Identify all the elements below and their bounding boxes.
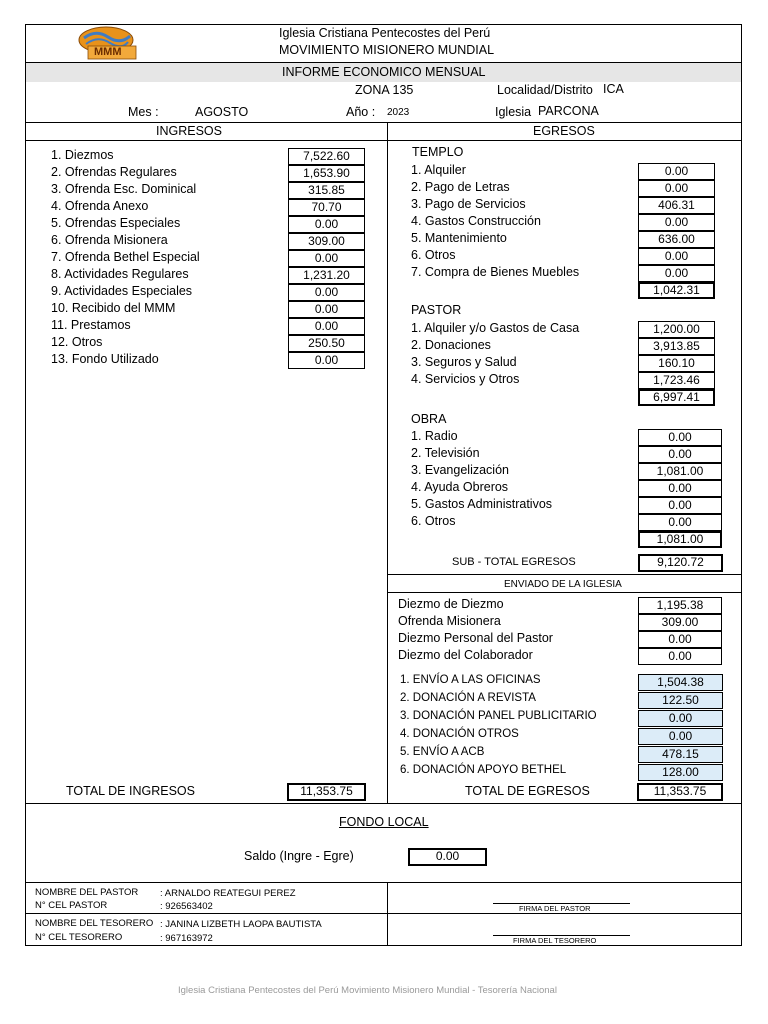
ingreso-label: 5. Ofrendas Especiales [51, 216, 181, 230]
saldo-value: 0.00 [408, 848, 487, 866]
ingreso-value: 7,522.60 [288, 148, 365, 165]
pastor-label: 2. Donaciones [411, 338, 491, 352]
mes-value: AGOSTO [195, 105, 249, 119]
enviado-label: Diezmo Personal del Pastor [398, 631, 553, 645]
envio-value: 1,504.38 [638, 674, 723, 691]
envio-value: 122.50 [638, 692, 723, 709]
obra-value: 0.00 [638, 429, 722, 446]
obra-label: 2. Televisión [411, 446, 480, 460]
templo-label: 2. Pago de Letras [411, 180, 510, 194]
divider [25, 140, 742, 141]
obra-label: 4. Ayuda Obreros [411, 480, 509, 494]
enviado-label: Diezmo de Diezmo [398, 597, 504, 611]
pastor-value: 3,913.85 [638, 338, 715, 355]
ingreso-label: 11. Prestamos [51, 318, 131, 332]
obra-value: 0.00 [638, 497, 722, 514]
templo-value: 0.00 [638, 180, 715, 197]
ingreso-label: 8. Actividades Regulares [51, 267, 189, 281]
pastor-signature-caption: FIRMA DEL PASTOR [519, 904, 591, 913]
ingreso-label: 10. Recibido del MMM [51, 301, 176, 315]
ingreso-value: 309.00 [288, 233, 365, 250]
envio-label: 5. ENVÍO A ACB [400, 746, 485, 758]
enviado-label: Ofrenda Misionera [398, 614, 501, 628]
page-footer: Iglesia Cristiana Pentecostes del Perú Movimiento Misionero Mundial - Tesorería Nacional [178, 985, 557, 996]
templo-value: 0.00 [638, 163, 715, 180]
envio-value: 128.00 [638, 764, 723, 781]
pastor-value: 160.10 [638, 355, 715, 372]
pastor-value: 1,723.46 [638, 372, 715, 389]
tesorero-name-value: : JANINA LIZBETH LAOPA BAUTISTA [160, 919, 322, 930]
movement-name: MOVIMIENTO MISIONERO MUNDIAL [279, 43, 495, 57]
divider [25, 913, 742, 914]
envio-label: 1. ENVÍO A LAS OFICINAS [400, 674, 541, 686]
templo-label: 3. Pago de Servicios [411, 197, 526, 211]
tesorero-cel-label: N° CEL TESORERO [35, 932, 123, 943]
subtotal-egresos-label: SUB - TOTAL EGRESOS [452, 556, 576, 568]
pastor-label: 4. Servicios y Otros [411, 372, 520, 386]
pastor-heading: PASTOR [411, 303, 462, 317]
envio-value: 0.00 [638, 710, 723, 727]
templo-value: 406.31 [638, 197, 715, 214]
tesorero-cel-value: : 967163972 [160, 933, 213, 944]
enviado-label: Diezmo del Colaborador [398, 648, 533, 662]
ingreso-value: 0.00 [288, 250, 365, 267]
report-title: INFORME ECONOMICO MENSUAL [282, 65, 486, 79]
envio-label: 6. DONACIÓN APOYO BETHEL [400, 764, 567, 776]
total-ingresos-label: TOTAL DE INGRESOS [66, 784, 195, 798]
ingreso-value: 0.00 [288, 284, 365, 301]
total-egresos-label: TOTAL DE EGRESOS [465, 784, 590, 798]
org-name: Iglesia Cristiana Pentecostes del Perú [279, 26, 491, 40]
ingreso-label: 4. Ofrenda Anexo [51, 199, 149, 213]
tesorero-signature-caption: FIRMA DEL TESORERO [513, 936, 597, 945]
ingreso-value: 1,653.90 [288, 165, 365, 182]
ingreso-label: 13. Fondo Utilizado [51, 352, 159, 366]
subtotal-egresos-value: 9,120.72 [638, 554, 723, 572]
ingresos-heading: INGRESOS [156, 124, 222, 138]
ingreso-value: 0.00 [288, 301, 365, 318]
obra-label: 6. Otros [411, 514, 456, 528]
column-divider [387, 882, 388, 946]
ingreso-value: 0.00 [288, 352, 365, 369]
localidad-label: Localidad/Distrito [497, 83, 593, 97]
obra-heading: OBRA [411, 412, 447, 426]
enviado-value: 309.00 [638, 614, 722, 631]
report-frame [25, 24, 742, 946]
ingreso-value: 250.50 [288, 335, 365, 352]
ingreso-label: 2. Ofrendas Regulares [51, 165, 177, 179]
enviado-heading: ENVIADO DE LA IGLESIA [504, 579, 622, 590]
templo-value: 636.00 [638, 231, 715, 248]
egresos-heading: EGRESOS [533, 124, 595, 138]
pastor-cel-value: : 926563402 [160, 901, 213, 912]
ingreso-label: 12. Otros [51, 335, 103, 349]
pastor-label: 3. Seguros y Salud [411, 355, 517, 369]
obra-label: 1. Radio [411, 429, 458, 443]
ingreso-label: 3. Ofrenda Esc. Dominical [51, 182, 197, 196]
obra-value: 0.00 [638, 446, 722, 463]
enviado-value: 0.00 [638, 631, 722, 648]
pastor-name-value: : ARNALDO REATEGUI PEREZ [160, 888, 296, 899]
mmm-logo [76, 25, 140, 61]
saldo-label: Saldo (Ingre - Egre) [244, 849, 354, 863]
templo-label: 7. Compra de Bienes Muebles [411, 265, 580, 279]
total-ingresos-value: 11,353.75 [287, 783, 366, 801]
ingreso-value: 70.70 [288, 199, 365, 216]
localidad-value: ICA [603, 82, 624, 96]
templo-value: 0.00 [638, 214, 715, 231]
divider [25, 122, 742, 123]
pastor-cel-label: N° CEL PASTOR [35, 900, 108, 911]
fondo-local-title: FONDO LOCAL [339, 815, 429, 829]
zona: ZONA 135 [355, 83, 414, 97]
divider [387, 574, 742, 575]
envio-label: 3. DONACIÓN PANEL PUBLICITARIO [400, 710, 597, 722]
templo-label: 1. Alquiler [411, 163, 466, 177]
pastor-label: 1. Alquiler y/o Gastos de Casa [411, 321, 580, 335]
obra-value: 0.00 [638, 480, 722, 497]
iglesia-label: Iglesia [495, 105, 532, 119]
tesorero-name-label: NOMBRE DEL TESORERO [35, 918, 154, 929]
enviado-value: 0.00 [638, 648, 722, 665]
obra-value: 1,081.00 [638, 463, 722, 480]
pastor-subtotal: 6,997.41 [638, 389, 715, 406]
divider [387, 592, 742, 593]
templo-value: 0.00 [638, 248, 715, 265]
ingreso-label: 1. Diezmos [51, 148, 114, 162]
enviado-value: 1,195.38 [638, 597, 722, 614]
ingreso-label: 6. Ofrenda Misionera [51, 233, 168, 247]
ingreso-value: 1,231.20 [288, 267, 365, 284]
ingreso-label: 9. Actividades Especiales [51, 284, 193, 298]
envio-value: 0.00 [638, 728, 723, 745]
logo-text: MMM [94, 46, 122, 58]
templo-subtotal: 1,042.31 [638, 282, 715, 299]
obra-value: 0.00 [638, 514, 722, 531]
templo-heading: TEMPLO [412, 145, 464, 159]
obra-subtotal: 1,081.00 [638, 531, 722, 548]
templo-label: 5. Mantenimiento [411, 231, 507, 245]
ingreso-value: 0.00 [288, 318, 365, 335]
templo-value: 0.00 [638, 265, 715, 282]
templo-label: 4. Gastos Construcción [411, 214, 541, 228]
obra-label: 5. Gastos Administrativos [411, 497, 553, 511]
pastor-value: 1,200.00 [638, 321, 715, 338]
obra-label: 3. Evangelización [411, 463, 509, 477]
envio-label: 2. DONACIÓN A REVISTA [400, 692, 536, 704]
column-divider [387, 122, 388, 803]
envio-value: 478.15 [638, 746, 723, 763]
mes-label: Mes : [128, 105, 159, 119]
anio-value: 2023 [387, 107, 410, 118]
ingreso-label: 7. Ofrenda Bethel Especial [51, 250, 200, 264]
divider [25, 62, 742, 63]
envio-label: 4. DONACIÓN OTROS [400, 728, 519, 740]
templo-label: 6. Otros [411, 248, 456, 262]
iglesia-value: PARCONA [538, 104, 599, 118]
ingreso-value: 315.85 [288, 182, 365, 199]
pastor-name-label: NOMBRE DEL PASTOR [35, 887, 139, 898]
total-egresos-value: 11,353.75 [637, 783, 723, 801]
anio-label: Año : [346, 105, 376, 119]
ingreso-value: 0.00 [288, 216, 365, 233]
divider [25, 803, 742, 804]
divider [25, 882, 742, 883]
